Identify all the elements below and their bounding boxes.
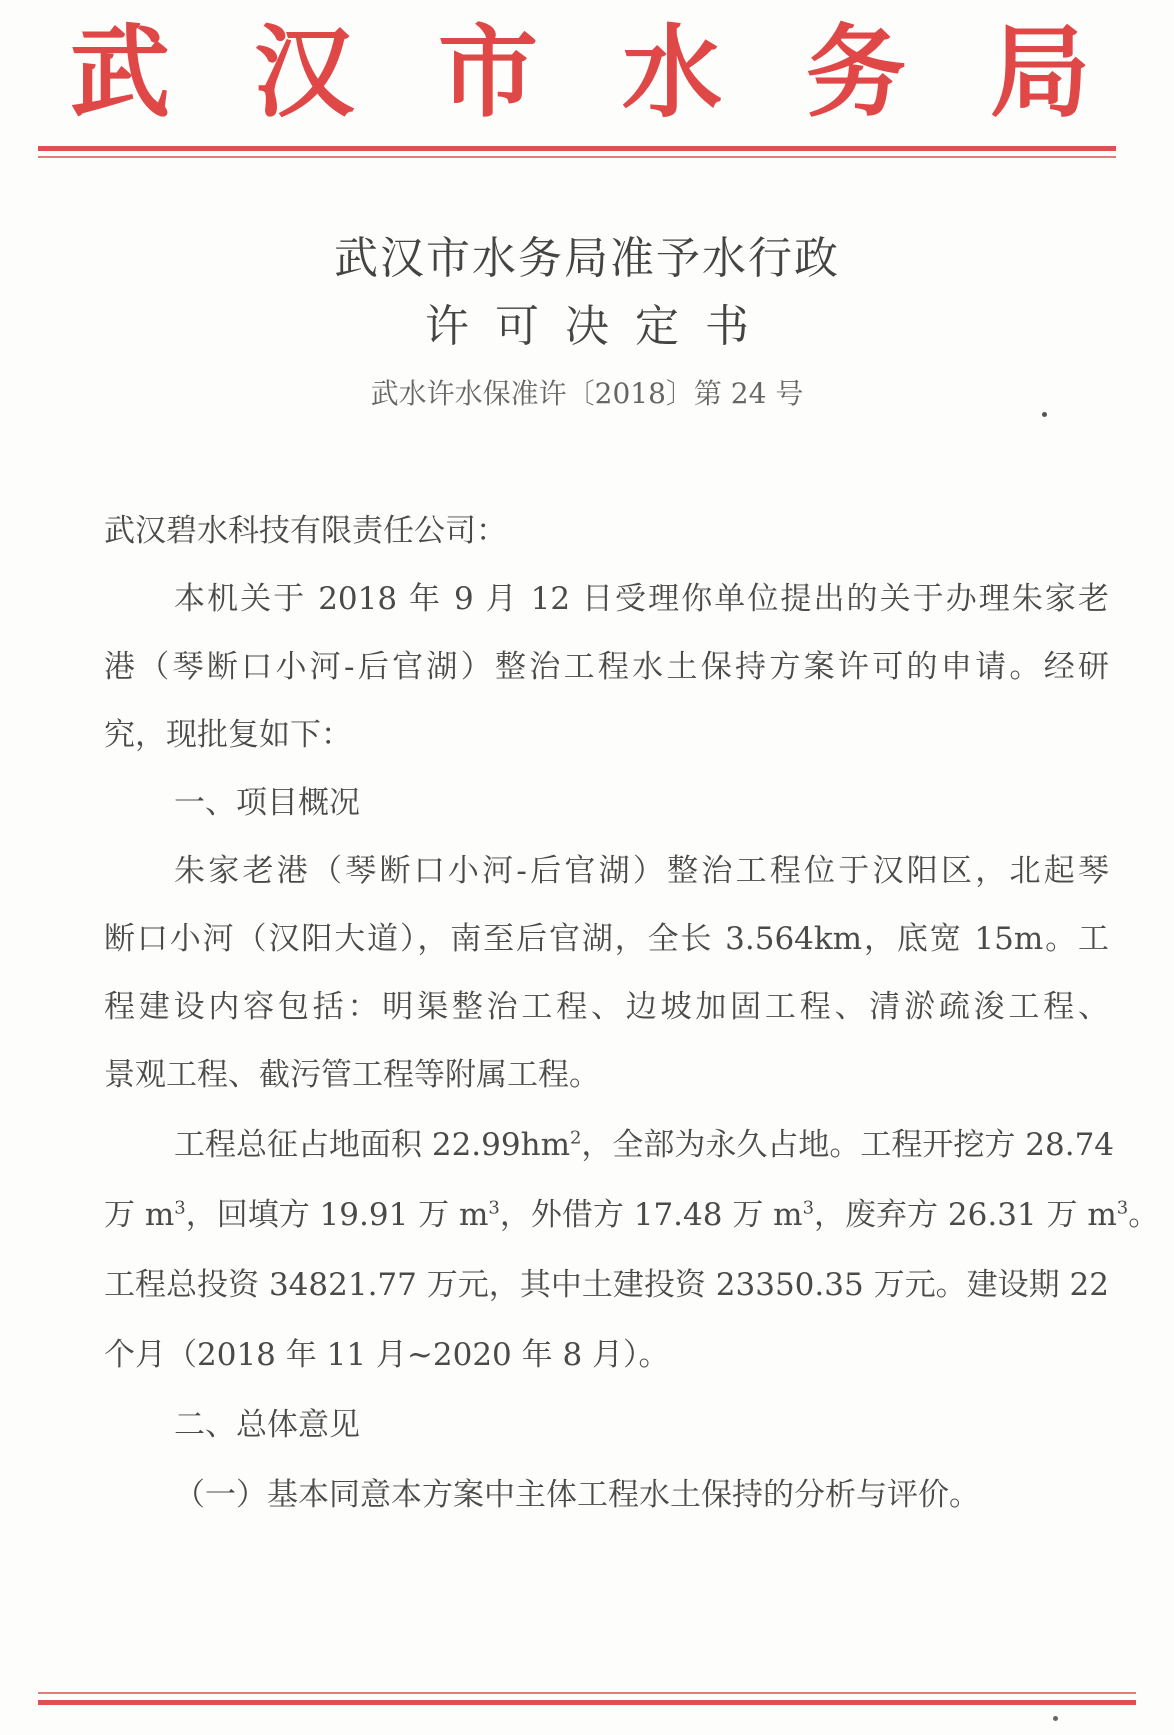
paragraph-line: 港（琴断口小河-后官湖）整治工程水土保持方案许可的申请。经研 <box>104 649 1109 685</box>
paragraph-line: 工程总投资 34821.77 万元，其中土建投资 23350.35 万元。建设期 22 <box>104 1267 1109 1303</box>
scan-speck <box>1042 412 1047 417</box>
section-heading: 二、总体意见 <box>174 1407 360 1443</box>
letterhead-char: 汉 <box>254 14 354 131</box>
letterhead-char: 务 <box>806 14 906 131</box>
letterhead-char: 市 <box>438 14 538 131</box>
letterhead-divider-thin <box>38 156 1116 158</box>
paragraph-line: 朱家老港（琴断口小河-后官湖）整治工程位于汉阳区，北起琴 <box>174 853 1109 889</box>
superscript: 3 <box>1116 1197 1129 1219</box>
letterhead-char: 武 <box>70 14 170 131</box>
letterhead <box>70 14 1090 131</box>
paragraph-line: 景观工程、截污管工程等附属工程。 <box>104 1057 600 1093</box>
text-run: 。 <box>1128 1197 1160 1233</box>
paragraph-line <box>104 1126 1115 1164</box>
paragraph-line: 个月（2018 年 11 月~2020 年 8 月）。 <box>104 1337 670 1373</box>
superscript: 3 <box>488 1197 500 1219</box>
letterhead-char: 水 <box>622 14 722 131</box>
addressee: 武汉碧水科技有限责任公司： <box>104 513 507 549</box>
footer-divider-thin <box>38 1692 1136 1694</box>
paragraph-line: 究，现批复如下： <box>104 717 352 753</box>
paragraph-line <box>104 1196 1160 1234</box>
document-number: 武水许水保准许〔2018〕第 24 号 <box>370 377 804 410</box>
section-heading: 一、项目概况 <box>174 785 360 821</box>
text-run: ，废弃方 26.31 万 m <box>814 1197 1117 1233</box>
superscript: 2 <box>569 1127 582 1149</box>
letterhead-char: 局 <box>990 14 1090 131</box>
paragraph-line: （一）基本同意本方案中主体工程水土保持的分析与评价。 <box>174 1477 980 1513</box>
superscript: 3 <box>174 1197 186 1219</box>
footer-divider <box>38 1700 1136 1705</box>
letterhead-divider <box>38 146 1116 151</box>
paragraph-line: 程建设内容包括：明渠整治工程、边坡加固工程、清淤疏浚工程、 <box>104 989 1109 1025</box>
paragraph-line: 本机关于 2018 年 9 月 12 日受理你单位提出的关于办理朱家老 <box>174 581 1109 617</box>
text-run: 万 m <box>104 1197 175 1233</box>
document-title-line1: 武汉市水务局准予水行政 <box>334 233 840 284</box>
text-run: ，外借方 17.48 万 m <box>499 1197 803 1233</box>
document-title-line2: 许可决定书 <box>425 301 775 352</box>
text-run: ，全部为永久占地。工程开挖方 28.74 <box>581 1127 1115 1163</box>
text-run: ，回填方 19.91 万 m <box>185 1197 489 1233</box>
text-run: 工程总征占地面积 22.99hm <box>174 1127 570 1163</box>
paragraph-line: 断口小河（汉阳大道），南至后官湖，全长 3.564km，底宽 15m。工 <box>104 921 1109 957</box>
superscript: 3 <box>802 1197 815 1219</box>
scan-speck <box>1053 1716 1058 1721</box>
